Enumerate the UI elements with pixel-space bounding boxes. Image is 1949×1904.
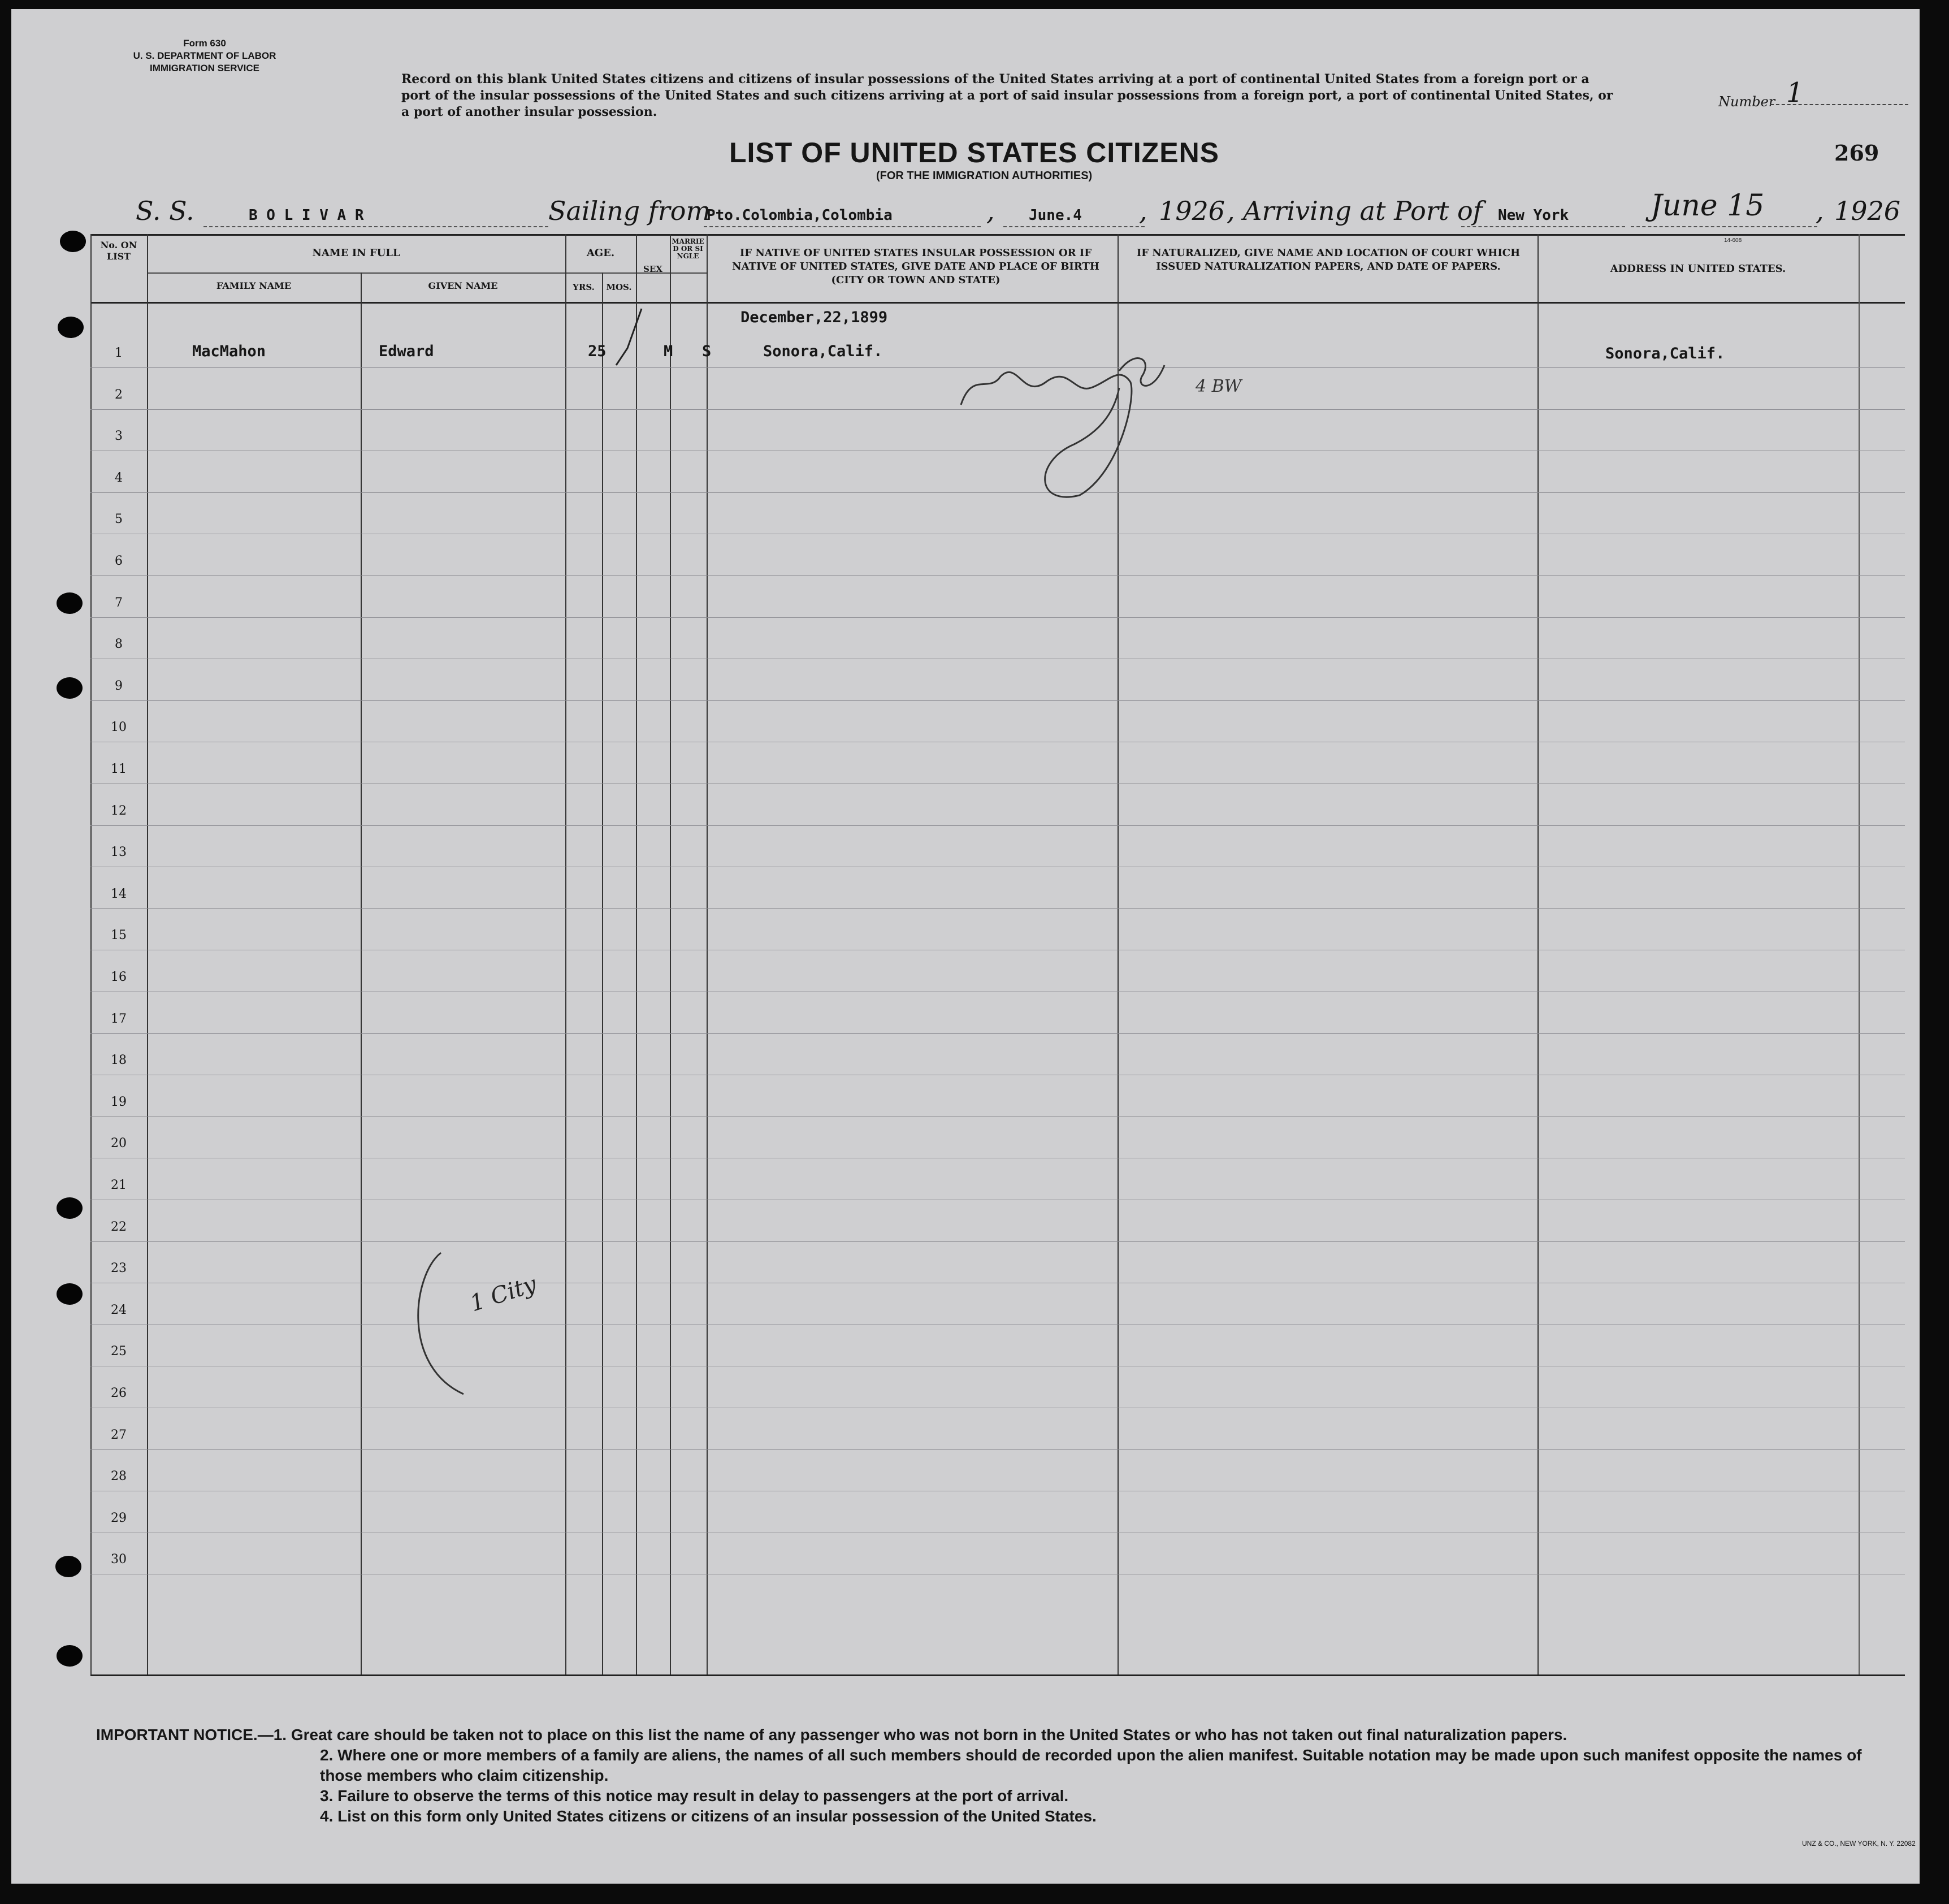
birth-date: December,22,1899: [740, 309, 888, 326]
header-given-name: GIVEN NAME: [428, 280, 498, 291]
form-identifier: [97, 37, 312, 75]
row-number: 19: [111, 1094, 127, 1109]
page-subtitle: (FOR THE IMMIGRATION AUTHORITIES): [876, 170, 1093, 182]
row-number: 24: [111, 1302, 127, 1317]
row-number: 18: [111, 1053, 127, 1068]
rule-marital: [707, 234, 708, 1674]
table-top-border: [90, 234, 1905, 236]
notice-item-4: 4. List on this form only United States citizens or citizens of an insular possession of the United States.: [320, 1807, 1097, 1825]
row-number: 17: [111, 1011, 127, 1026]
binder-hole: [58, 317, 84, 338]
row-number: 6: [115, 554, 123, 568]
marital-cell: S: [702, 343, 712, 360]
notice-item-2: 2. Where one or more members of a family are aliens, the names of all such members should de recorded upon the alien manifest. Suitable notation may be made upon such manifest opposite the names of those members who claim citizenship.: [320, 1746, 1862, 1784]
row-number: 20: [111, 1136, 127, 1151]
comma-3: ,: [1816, 196, 1824, 226]
row-number: 15: [111, 928, 127, 943]
header-married-or-single: MARRIED OR SINGLE: [672, 237, 704, 260]
header-naturalized: IF NATURALIZED, GIVE NAME AND LOCATION OF COURT WHICH ISSUED NATURALIZATION PAPERS, AND DATE OF PAPERS.: [1136, 247, 1521, 272]
row-number: 13: [111, 845, 127, 860]
header-bottom-border: [90, 302, 1905, 304]
arriving-label: , Arriving at Port of: [1227, 196, 1483, 226]
row-number: 21: [111, 1178, 127, 1192]
header-mos: MOS.: [606, 282, 632, 292]
binder-hole: [60, 231, 86, 252]
handwritten-note-city: 1 City: [466, 1271, 540, 1317]
arrival-port: New York: [1498, 207, 1569, 224]
row-number: 16: [111, 970, 127, 984]
row-rule: [90, 1241, 1905, 1242]
tick-mark: [610, 303, 656, 371]
row-number: 29: [111, 1511, 127, 1525]
header-name-in-full: NAME IN FULL: [312, 247, 400, 259]
binder-hole: [57, 1645, 83, 1667]
row-rule: [90, 700, 1905, 701]
row-number: 5: [115, 512, 123, 527]
header-no-on-list: No. ON LIST: [100, 240, 137, 262]
rule-given: [565, 234, 566, 1674]
sex-cell: M: [664, 343, 673, 360]
department-name: U. S. DEPARTMENT OF LABOR: [133, 50, 276, 61]
row-number: 30: [111, 1552, 127, 1567]
notice-item-3: 3. Failure to observe the terms of this notice may result in delay to passengers at the port of arrival.: [320, 1787, 1069, 1805]
name-age-subheader-rule: [147, 272, 707, 274]
printer-imprint: UNZ & CO., NEW YORK, N. Y. 22082: [1802, 1840, 1916, 1847]
row-rule: [90, 575, 1905, 576]
number-value: 1: [1786, 77, 1804, 109]
row-number: 22: [111, 1219, 127, 1234]
page-number: 269: [1834, 140, 1879, 166]
arrival-date: June 15: [1651, 189, 1765, 223]
date-line: [1003, 226, 1145, 227]
table-bottom-border: [90, 1674, 1905, 1676]
row-number: 2: [115, 387, 123, 402]
header-yrs: YRS.: [573, 282, 595, 292]
binder-hole: [57, 677, 83, 699]
row-number: 10: [111, 720, 127, 735]
family-name-cell: MacMahon: [192, 343, 266, 360]
ss-label: S. S.: [136, 196, 194, 226]
departure-date: June.4: [1029, 207, 1082, 224]
notice-heading: IMPORTANT NOTICE.—: [96, 1726, 274, 1743]
header-native: IF NATIVE OF UNITED STATES INSULAR POSSESSION OR IF NATIVE OF UNITED STATES, GIVE DATE AND PLACE OF BIRTH (CITY OR TOWN AND STATE): [732, 247, 1099, 286]
rule-right: [1859, 234, 1860, 1674]
row-rule: [90, 617, 1905, 618]
departure-port: Pto.Colombia,Colombia: [707, 207, 893, 224]
row-rule: [90, 1449, 1905, 1450]
rule-sex: [670, 234, 671, 1674]
rule-mos: [636, 234, 637, 1674]
binder-hole: [57, 1283, 83, 1305]
arrival-year: 1926: [1834, 196, 1901, 226]
handwritten-circle: [407, 1241, 565, 1405]
rule-no: [147, 234, 148, 1674]
row-number: 4: [115, 470, 123, 485]
arrival-port-line: [1461, 226, 1625, 227]
row-number: 12: [111, 803, 127, 818]
number-label: Number: [1718, 94, 1775, 110]
header-age: AGE.: [586, 247, 615, 259]
row-number: 26: [111, 1386, 127, 1400]
comma-2: ,: [1139, 196, 1147, 226]
rule-family: [361, 272, 362, 1674]
departure-line: [704, 226, 981, 227]
service-name: IMMIGRATION SERVICE: [150, 63, 259, 73]
header-sex: SEX: [643, 264, 662, 274]
handwritten-note-bw: 4 BW: [1196, 377, 1242, 396]
form-number: Form 630: [183, 38, 226, 49]
row-number: 27: [111, 1427, 127, 1442]
row-number: 7: [115, 595, 123, 610]
rule-naturalized: [1537, 234, 1539, 1674]
ship-line: [203, 226, 548, 227]
sailing-label: Sailing from: [548, 196, 711, 226]
form-sheet: [11, 9, 1920, 1884]
row-rule: [90, 825, 1905, 826]
notice-item-1: 1. Great care should be taken not to place on this list the name of any passenger who was not born in the United States or who has not taken out final naturalization papers.: [273, 1726, 1567, 1743]
binder-hole: [57, 1197, 83, 1219]
given-name-cell: Edward: [379, 343, 434, 360]
row-number: 1: [115, 346, 123, 360]
binder-hole: [57, 592, 83, 614]
row-number: 9: [115, 678, 123, 693]
row-rule: [90, 1033, 1905, 1034]
page-title: LIST OF UNITED STATES CITIZENS: [729, 137, 1220, 168]
row-number: 25: [111, 1344, 127, 1359]
ship-name: B O L I V A R: [249, 207, 364, 224]
row-number: 28: [111, 1469, 127, 1484]
header-family-name: FAMILY NAME: [216, 280, 292, 291]
row-number: 23: [111, 1261, 127, 1276]
intro-text: Record on this blank United States citizens and citizens of insular possessions of the United States arriving at a port of continental United States from a foreign port or a port of the insular possessions of the United States and such citizens arriving at a port of said insular possessions from a foreign port, a port of continental United States, or a port of another insular possession.: [401, 72, 1613, 119]
age-yrs-cell: 25: [588, 343, 607, 360]
arrival-date-line: [1631, 226, 1817, 227]
birth-place-cell: Sonora,Calif.: [763, 343, 883, 360]
important-notice: [96, 1725, 1882, 1827]
row-number: 14: [111, 886, 127, 901]
departure-year: 1926: [1159, 196, 1225, 226]
handwritten-signature: [950, 326, 1210, 507]
row-number: 8: [115, 637, 123, 652]
rule-yrs: [602, 272, 603, 1674]
rule-left: [90, 234, 92, 1674]
address-cell: Sonora,Calif.: [1605, 345, 1725, 362]
row-rule: [90, 908, 1905, 909]
binder-hole: [55, 1556, 81, 1577]
row-number: 11: [111, 762, 127, 776]
header-address: ADDRESS IN UNITED STATES.: [1610, 263, 1786, 275]
comma-1: ,: [986, 196, 995, 226]
row-number: 3: [115, 429, 123, 444]
small-code: 14-608: [1724, 237, 1742, 244]
